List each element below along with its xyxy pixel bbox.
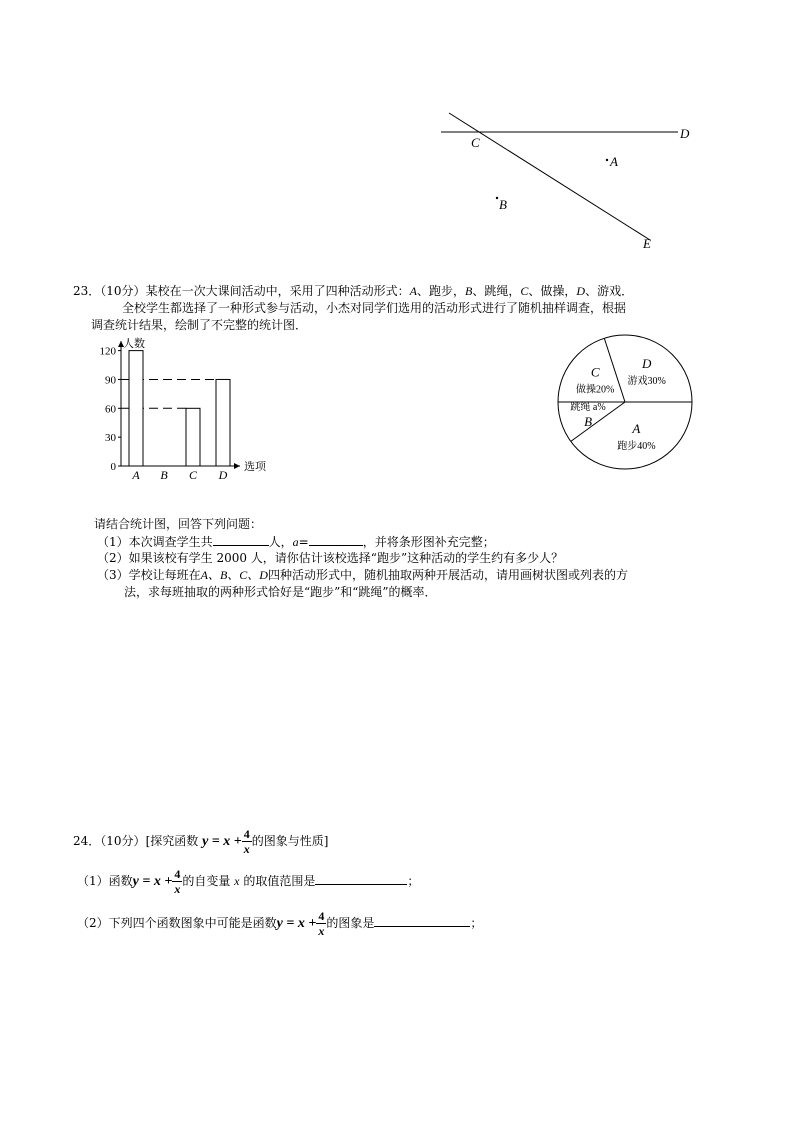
y-tick-label: 90 [105, 374, 116, 387]
q23-stem-line1: 23．（10分）某校在一次大课间活动中，采用了四种活动形式：A、跑步，B、跳绳，C、做操，D、游戏． [73, 284, 634, 298]
pie-label-c-text: 做操20% [576, 384, 615, 396]
x-tick-label: C [188, 468, 198, 480]
point-a [606, 159, 608, 161]
q23-sub3-line1 [97, 567, 628, 583]
q24-sub2 [77, 908, 482, 939]
x-tick-label: B [160, 468, 168, 480]
q23-sub2: （2）如果该校有学生 2000 人，请你估计该校选择“跑步”这种活动的学生约有多少人？ [97, 551, 564, 565]
q24-sub1-frac [172, 867, 182, 896]
q23-sub1-text-c: = [298, 535, 309, 549]
q23-opt-c-name: 做操 [540, 284, 565, 298]
q24-sub1-end: ； [407, 874, 420, 888]
y-tick-label: 120 [99, 345, 116, 358]
q23-sub1-text-a: （1）本次调查学生共 [97, 535, 213, 549]
q23-points: （10分） [100, 284, 146, 298]
x-axis-label: 选项 [244, 461, 266, 473]
q24-sub2-frac [316, 909, 326, 938]
q24-title-frac [242, 827, 252, 856]
q24-sub1-frac-num: 4 [174, 867, 181, 881]
bar-a [129, 351, 143, 466]
pie-label-b-letter: B [584, 414, 593, 430]
pie-label-a-letter: A [632, 421, 641, 437]
q24-sub1-text-a: （1）函数 [77, 874, 133, 888]
q24-sub1-blank[interactable] [315, 872, 407, 885]
q23-opt-b-name: 跳绳 [484, 284, 509, 298]
x-axis-arrow [234, 463, 240, 469]
q24-sub1-frac-den: x [174, 882, 181, 896]
q23-stem-text: 某校在一次大课间活动中，采用了四种活动形式： [145, 284, 410, 298]
q23-opt-a-name: 跑步 [428, 284, 453, 298]
pie-label-d-text: 游戏30% [627, 376, 666, 388]
pie-label-b-text: 跳绳 a% [570, 402, 606, 414]
q23-opt-d-letter: D [576, 284, 586, 298]
q23-opt-d-name: 游戏 [597, 284, 622, 298]
q24-sub2-text-b: 的图象是 [326, 916, 375, 930]
q23-sub1 [97, 533, 495, 550]
q23-prompt: 请结合统计图，回答下列问题： [94, 517, 263, 531]
q23-sub1-blank-a[interactable] [309, 533, 363, 546]
q24-number: 24． [73, 834, 101, 848]
q23-opt-c-letter: C [520, 284, 529, 298]
q23-stem-line3: 调查统计结果，绘制了不完整的统计图． [91, 318, 308, 332]
q23-sub1-blank-total[interactable] [213, 533, 269, 546]
q24-sub1-text-c: 的取值范围是 [243, 874, 316, 888]
q23-sub3-line2: 法，求每班抽取的两种形式恰好是“跑步”和“跳绳”的概率． [124, 585, 437, 599]
q23-sub1-text-d: ，并将条形图补充完整； [362, 535, 495, 549]
q24-title-b: 的图象与性质] [251, 834, 329, 848]
label-e: E [643, 236, 651, 251]
q24-sub2-func-lhs: y = x + [276, 916, 317, 931]
q23-number: 23． [73, 284, 101, 298]
bar-chart [90, 335, 290, 480]
x-tick-label: A [132, 468, 140, 480]
q23-sub3-text-a: （3）学校让每班在 [97, 568, 201, 582]
q24-sub1-text-b: 的自变量 [182, 874, 231, 888]
q24-points: （10分） [100, 834, 146, 848]
pie-label-a-text: 跑步40% [617, 441, 656, 453]
q23-opt-b-letter: B [464, 284, 473, 298]
y-axis-label: 人数 [123, 338, 145, 350]
point-b [496, 197, 498, 199]
y-tick-label: 0 [110, 461, 116, 473]
q24-sub1 [77, 866, 419, 897]
y-tick-label: 30 [105, 432, 116, 445]
q24-sub2-text-a: （2）下列四个函数图象中可能是函数 [77, 916, 277, 930]
q24-sub2-frac-num: 4 [318, 909, 325, 923]
bar-c [186, 408, 200, 466]
pie-chart [550, 330, 700, 480]
q24-title-frac-den: x [243, 842, 250, 856]
q24-sub2-frac-den: x [318, 924, 325, 938]
q23-sub1-text-b: 人， [268, 535, 293, 549]
q24-sub2-end: ； [470, 916, 483, 930]
x-tick-label: D [218, 468, 228, 480]
q24-sub1-var: x [234, 874, 240, 888]
label-d: D [680, 126, 690, 141]
q24-title-frac-num: 4 [243, 827, 250, 841]
pie-label-c-letter: C [590, 364, 600, 380]
geometry-figure [0, 0, 794, 260]
q23-sub3-text-b: 四种活动形式中，随机抽取两种开展活动，请用画树状图或列表的方 [267, 568, 628, 582]
q24-title [73, 826, 328, 857]
label-b: B [499, 197, 507, 212]
pie-label-d-letter: D [641, 356, 652, 372]
bar-d [216, 379, 230, 466]
q23-opt-a-letter: A [409, 284, 417, 298]
q23-sub3-letters: A、B、C、D [200, 568, 268, 582]
y-tick-label: 60 [105, 403, 116, 416]
q24-sub2-blank[interactable] [374, 914, 470, 927]
q23-stem-line2: 全校学生都选择了一种形式参与活动，小杰对同学们选用的活动形式进行了随机抽样调查，根据 [122, 301, 627, 315]
q24-title-func-lhs: y = x + [202, 834, 242, 849]
q24-sub1-func-lhs: y = x + [132, 874, 173, 889]
label-c: C [471, 135, 480, 150]
label-a: A [610, 154, 618, 169]
q24-title-a: [探究函数 [145, 834, 199, 848]
q23-sub1-var: a [292, 535, 299, 549]
